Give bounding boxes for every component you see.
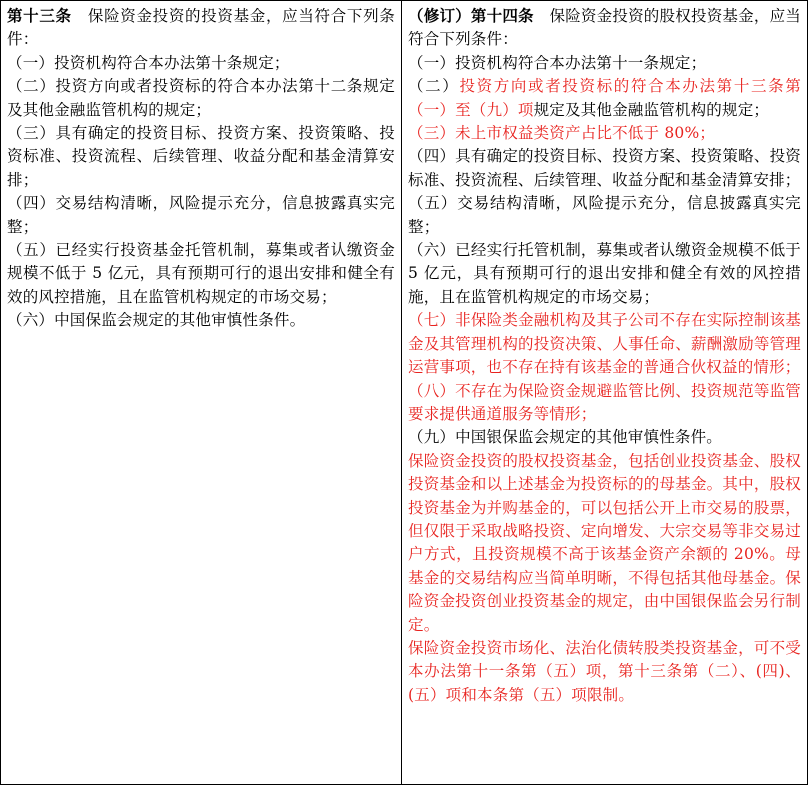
article-14-item-7: （七）非保险类金融机构及其子公司不存在实际控制该基金及其管理机构的投资决策、人事任命、薪酬激励等管理运营事项，也不存在持有该基金的普通合伙权益的情形； xyxy=(408,311,801,377)
article-14-item-1: （一）投资机构符合本办法第十一条规定； xyxy=(408,53,707,72)
article-13-item-4: （四）交易结构清晰，风险提示充分，信息披露真实完整； xyxy=(7,194,395,236)
revised-article-column xyxy=(402,1,807,784)
article-14-heading: （修订）第十四条 xyxy=(408,6,534,25)
amended-text: 投资方向或者投资标的符合本办法第十三条第（一）至（九）项 xyxy=(408,77,801,119)
article-14-paragraph-2: 保险资金投资市场化、法治化债转股类投资基金，可不受本办法第十一条第（五）项，第十三条第（二）、(四)、(五）项和本条第（五）项限制。 xyxy=(408,638,801,704)
article-13-item-6: （六）中国保监会规定的其他审慎性条件。 xyxy=(7,311,306,330)
article-14-item-5: （五）交易结构清晰，风险提示充分，信息披露真实完整； xyxy=(408,194,801,236)
article-13-item-5: （五）已经实行投资基金托管机制，募集或者认缴资金规模不低于 5 亿元，具有预期可行的退出安排和健全有效的风控措施，且在监管机构规定的市场交易； xyxy=(7,241,395,306)
article-14-item-9: （九）中国银保监会规定的其他审慎性条件。 xyxy=(408,428,723,447)
article-14-paragraph-1: 保险资金投资的股权投资基金，包括创业投资基金、股权投资基金和以上述基金为投资标的的母基金。其中，股权投资基金为并购基金的，可以包括公开上市交易的股票，但仅限于采取战略投资、定向增发、大宗交易等非交易过户方式，且投资规模不高于该基金资产余额的 20%。母基金的交易结构应当简单明晰，不得包括其他母基金。保险资金投资创业投资基金的规定，由中国银保监会另行制定。 xyxy=(408,451,801,634)
article-14-item-3: （三）未上市权益类资产占比不低于 80%； xyxy=(408,124,716,143)
article-14-item-4: （四）具有确定的投资目标、投资方案、投资策略、投资标准、投资流程、后续管理、收益分配和基金清算安排； xyxy=(408,147,801,189)
article-14-item-8: （八）不存在为保险资金规避监管比例、投资规范等监管要求提供通道服务等情形； xyxy=(408,381,801,423)
article-14-item-6: （六）已经实行托管机制，募集或者认缴资金规模不低于 5 亿元，具有预期可行的退出安排和健全有效的风控措施，且在监管机构规定的市场交易； xyxy=(408,241,801,306)
article-14-intro: （修订）第十四条 保险资金投资的股权投资基金，应当符合下列条件： xyxy=(408,6,801,49)
article-14-item-2: （二）投资方向或者投资标的符合本办法第十三条第（一）至（九）项规定及其他金融监管机构的规定； xyxy=(408,77,801,119)
article-13-item-3: （三）具有确定的投资目标、投资方案、投资策略、投资标准、投资流程、后续管理、收益分配和基金清算安排； xyxy=(7,124,395,189)
article-13-intro: 第十三条 保险资金投资的投资基金，应当符合下列条件： xyxy=(7,6,395,49)
article-13-heading: 第十三条 xyxy=(7,6,72,25)
original-article-column xyxy=(1,1,402,784)
article-13-item-2: （二）投资方向或者投资标的符合本办法第十二条规定及其他金融监管机构的规定； xyxy=(7,77,395,119)
article-13-item-1: （一）投资机构符合本办法第十条规定； xyxy=(7,53,290,72)
